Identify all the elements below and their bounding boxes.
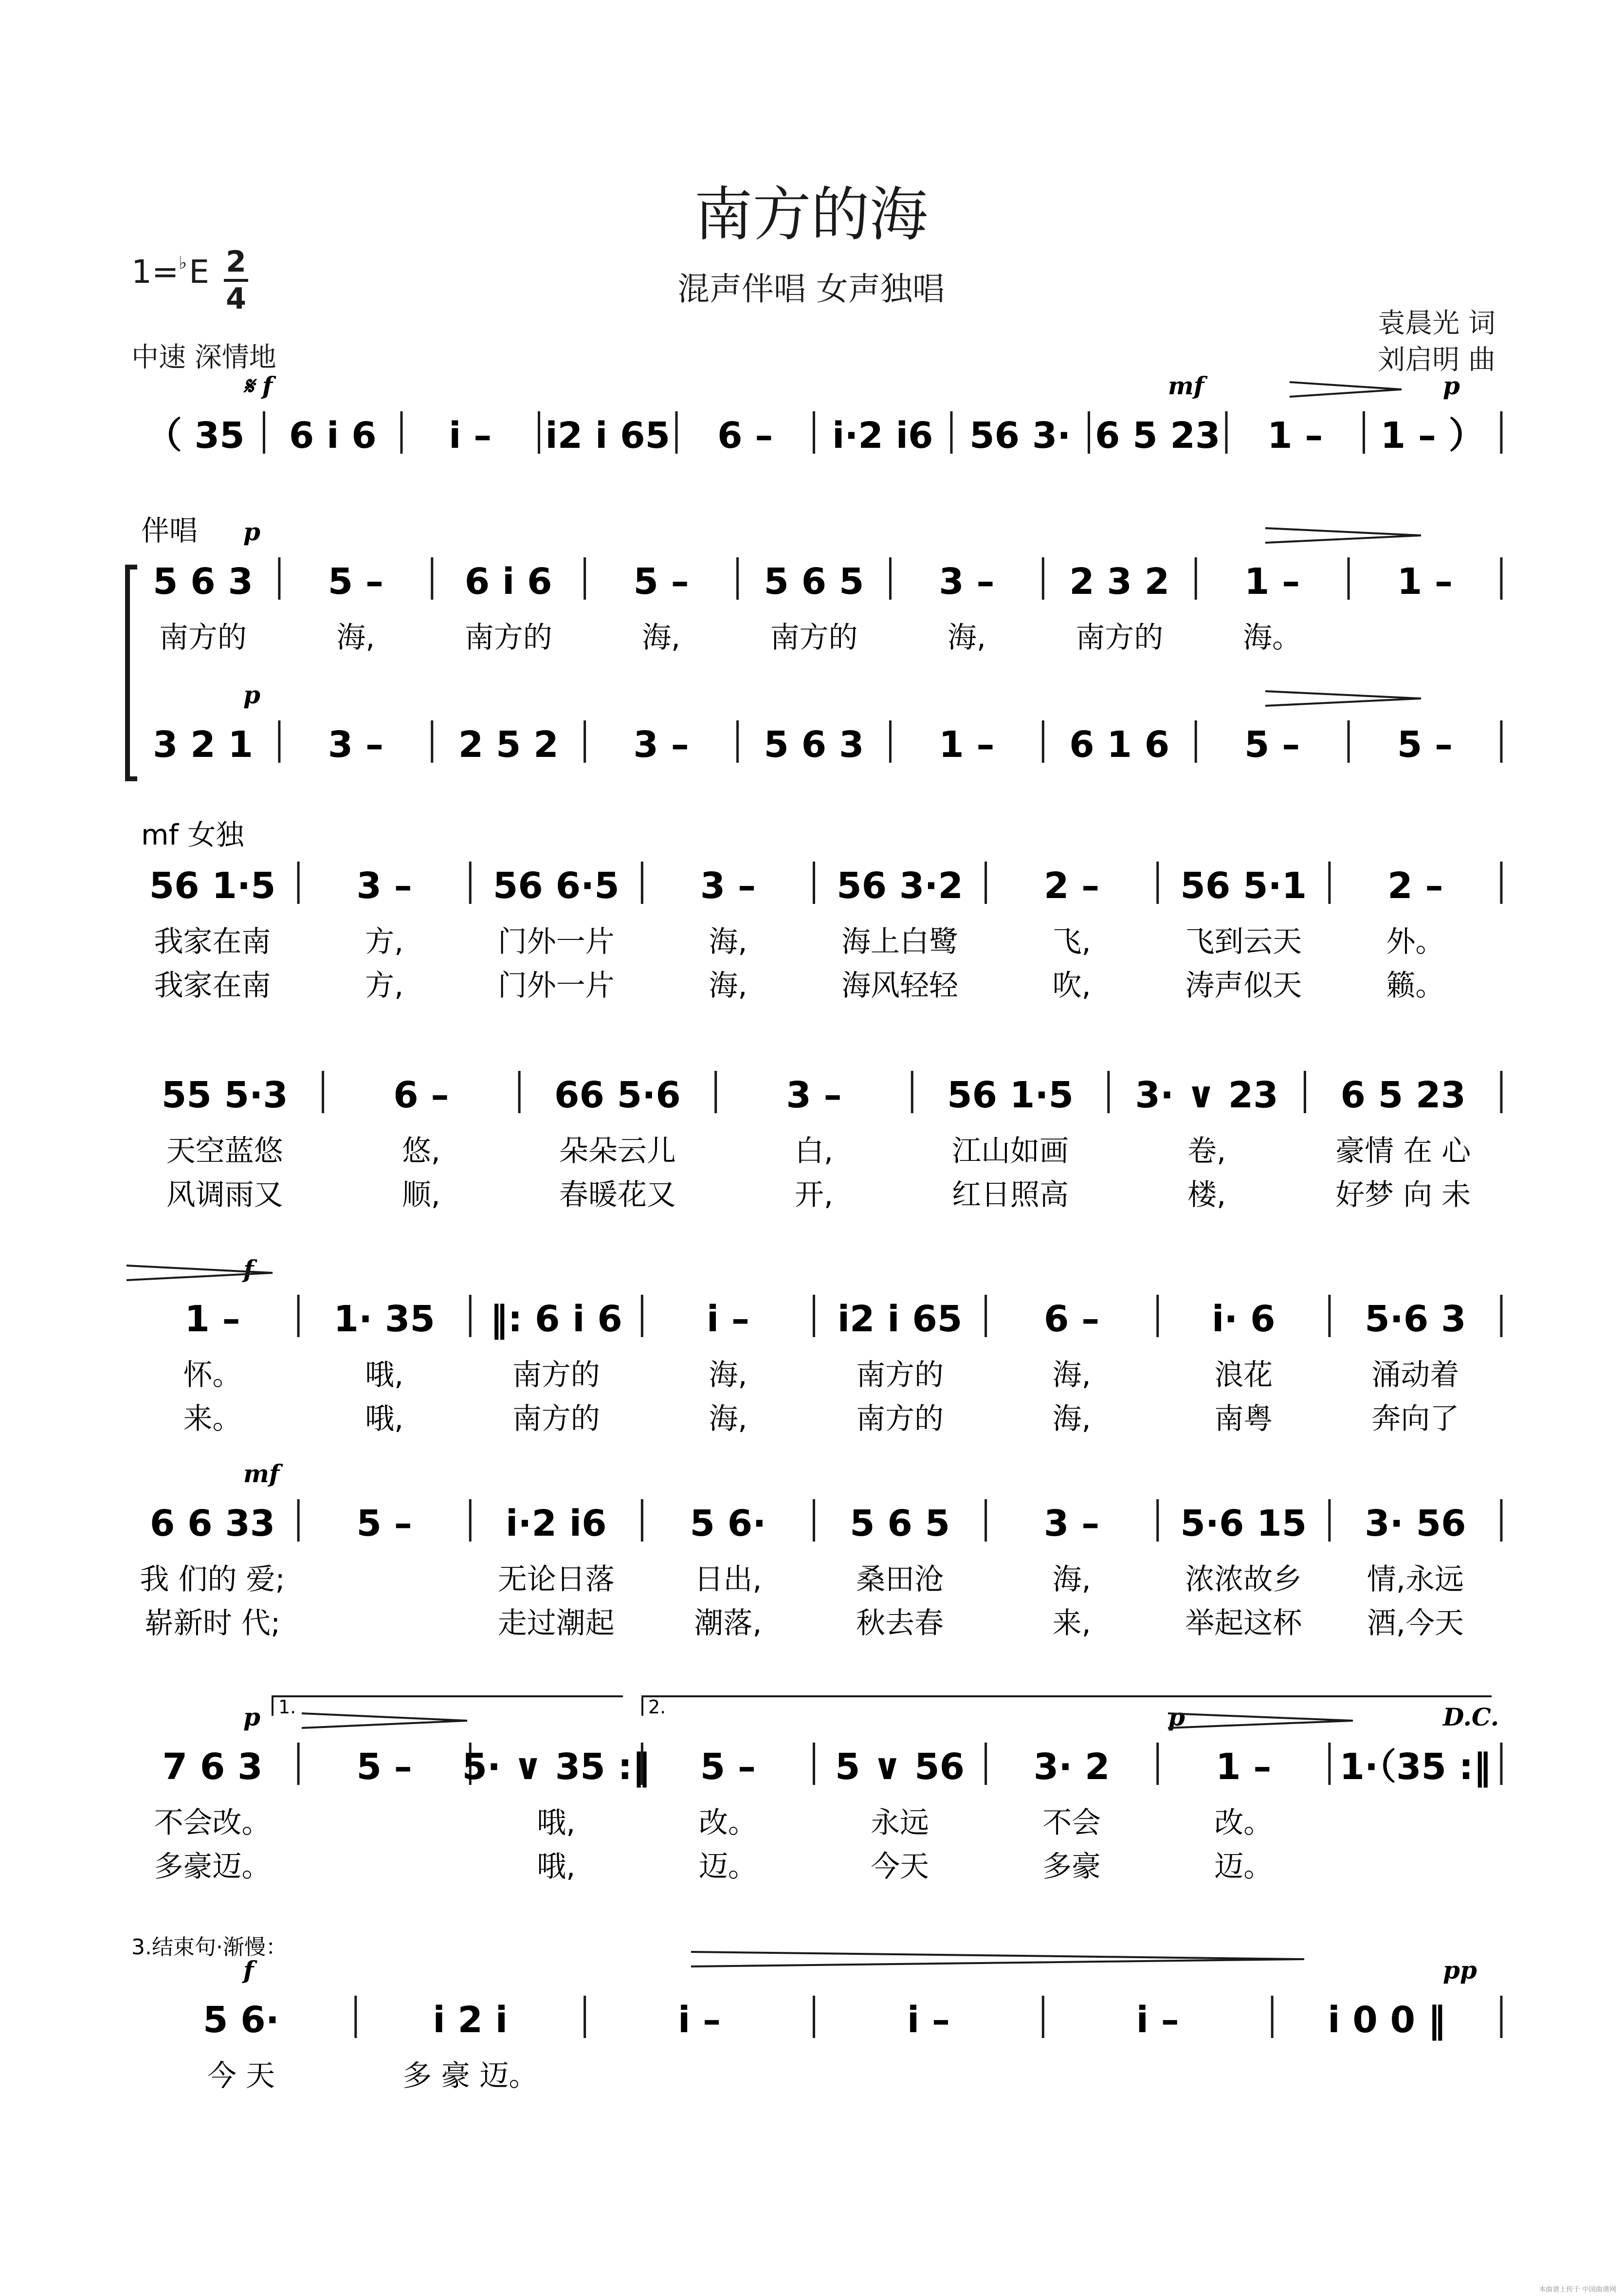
lyric-syllable: 举起这杯 — [1185, 1606, 1302, 1640]
note-group: 1·（35 :‖ — [1339, 1746, 1492, 1788]
note-group: 1 – — [1216, 1746, 1272, 1788]
note-group: i – — [449, 415, 492, 457]
lyric-syllable: 海上白鹭 — [841, 925, 959, 959]
note-group: 6 – — [393, 1074, 449, 1116]
lyric-syllable: 来, — [1052, 1606, 1091, 1640]
note-group: 5 – — [328, 561, 383, 603]
lyric-syllable: 海, — [1052, 1402, 1091, 1436]
key-note: E — [189, 253, 209, 291]
note-group: 6 – — [717, 415, 773, 457]
lyric-syllable: 风调雨又 — [166, 1178, 283, 1212]
note-group: 2 – — [1387, 865, 1443, 907]
note-group: 2 3 2 — [1069, 561, 1170, 603]
note-group: i· 6 — [1211, 1298, 1276, 1340]
lyric-syllable: 我家在南 — [154, 925, 271, 959]
note-group: 56 5·1 — [1180, 865, 1307, 907]
lyric-syllable: 秋去春 — [856, 1606, 944, 1640]
lyric-syllable: 哦, — [537, 1806, 576, 1840]
note-group: 6 5 23 — [1340, 1074, 1466, 1116]
lyric-syllable: 改。 — [698, 1806, 757, 1840]
lyric-syllable: 江山如画 — [952, 1134, 1069, 1168]
lyric-syllable: 春暖花又 — [559, 1178, 676, 1212]
dynamic-mark: f — [243, 1956, 254, 1984]
note-group: i·2 i6 — [506, 1503, 607, 1544]
part-label: 伴唱 — [141, 514, 198, 547]
note-group: 2 5 2 — [458, 724, 559, 766]
lyric-syllable: 白, — [794, 1134, 834, 1168]
lyric-syllable: 哦, — [365, 1402, 404, 1436]
lyric-syllable: 海风轻轻 — [841, 969, 959, 1003]
lyric-syllable: 门外一片 — [497, 925, 615, 959]
note-group: 5·6 15 — [1180, 1503, 1307, 1544]
note-group: 3· 56 — [1365, 1503, 1466, 1544]
note-group: 3 – — [786, 1074, 842, 1116]
note-group: 5·6 3 — [1365, 1298, 1466, 1340]
note-group: 6 5 23 — [1095, 415, 1221, 457]
lyric-syllable: 多豪 — [1042, 1850, 1101, 1884]
lyric-syllable: 方, — [365, 969, 404, 1003]
note-group: 6 i 6 — [464, 561, 552, 603]
note-group: 56 1·5 — [947, 1074, 1074, 1116]
lyric-syllable: 酒,今天 — [1367, 1606, 1464, 1640]
note-group: 5 6 3 — [764, 724, 864, 766]
note-group: i·2 i6 — [832, 415, 933, 457]
lyric-syllable: 多 豪 迈。 — [402, 2059, 538, 2093]
volta-number: 1. — [278, 1696, 296, 1718]
lyric-syllable: 不会改。 — [154, 1806, 271, 1840]
score-title: 南方的海 — [694, 181, 928, 249]
lyric-syllable: 悠, — [401, 1134, 440, 1168]
lyric-syllable: 海, — [642, 621, 681, 655]
lyric-syllable: 来。 — [183, 1402, 242, 1436]
note-group: 5· ∨ 35 :‖ — [462, 1746, 651, 1788]
lyric-syllable: 海, — [947, 621, 986, 655]
note-group: 5 – — [1397, 724, 1453, 766]
note-group: 3 – — [939, 561, 995, 603]
dynamic-mark: pp — [1443, 1956, 1477, 1984]
note-group: 56 3·2 — [837, 865, 963, 907]
note-group: ‖: 6 i 6 — [490, 1298, 622, 1340]
lyric-syllable: 奔向了 — [1371, 1402, 1459, 1436]
note-group: 1 – — [1267, 415, 1323, 457]
lyric-syllable: 海, — [1052, 1358, 1091, 1392]
lyric-syllable: 潮落, — [694, 1606, 762, 1640]
choir-bracket — [128, 567, 137, 779]
lyric-syllable: 海, — [709, 925, 747, 959]
composer-credit: 刘启明 曲 — [1378, 344, 1495, 376]
note-group: 5 – — [700, 1746, 756, 1788]
lyric-syllable: 无论日落 — [497, 1562, 615, 1597]
lyric-syllable: 今 天 — [207, 2059, 275, 2093]
lyric-syllable: 海。 — [1243, 621, 1302, 655]
note-group: 5 6· — [690, 1503, 766, 1544]
note-group: 5 6· — [202, 1999, 279, 2041]
lyric-syllable: 红日照高 — [952, 1178, 1069, 1212]
note-group: 5 – — [633, 561, 689, 603]
note-group: 56 3· — [969, 415, 1071, 457]
lyric-syllable: 日出, — [694, 1562, 762, 1597]
lyric-syllable: 南方的 — [856, 1402, 944, 1436]
dynamic-mark: p — [1168, 1703, 1185, 1731]
note-group: i 2 i — [433, 1999, 508, 2041]
lyric-syllable: 迈。 — [698, 1850, 757, 1884]
lyric-syllable: 改。 — [1214, 1806, 1273, 1840]
note-group: 1 – — [184, 1298, 240, 1340]
dynamic-mark: mf — [1168, 371, 1204, 400]
lyric-syllable: 南粤 — [1214, 1402, 1273, 1436]
lyric-syllable: 我家在南 — [154, 969, 271, 1003]
note-group: 5 ∨ 56 — [835, 1746, 965, 1788]
lyric-syllable: 门外一片 — [497, 969, 615, 1003]
note-group: 1· 35 — [333, 1298, 435, 1340]
note-group: 6 – — [1044, 1298, 1100, 1340]
footer-watermark: 本曲谱上传于 中国曲谱网 — [1539, 2286, 1616, 2294]
note-group: 1 – — [1244, 561, 1300, 603]
lyric-syllable: 南方的 — [464, 621, 552, 655]
lyric-syllable: 南方的 — [770, 621, 858, 655]
note-group: i – — [678, 1999, 721, 2041]
note-group: 5 6 5 — [764, 561, 864, 603]
note-group: 6 6 33 — [149, 1503, 275, 1544]
note-group: 5 – — [356, 1503, 412, 1544]
lyric-syllable: 飞到云天 — [1185, 925, 1302, 959]
time-signature-top: 2 — [226, 245, 246, 279]
note-group: 3 – — [1044, 1503, 1100, 1544]
lyric-syllable: 朵朵云儿 — [559, 1134, 676, 1168]
lyric-syllable: 南方的 — [159, 621, 247, 655]
note-group: 1 – — [1397, 561, 1453, 603]
note-group: 56 1·5 — [149, 865, 276, 907]
note-group: 5 6 5 — [850, 1503, 950, 1544]
note-group: 5 6 3 — [152, 561, 253, 603]
note-group: 3 2 1 — [152, 724, 253, 766]
lyric-syllable: 哦, — [537, 1850, 576, 1884]
tempo-marking: 中速 深情地 — [131, 342, 276, 373]
note-group: 3· 2 — [1033, 1746, 1110, 1788]
score-subtitle: 混声伴唱 女声独唱 — [677, 270, 945, 308]
lyric-syllable: 走过潮起 — [497, 1606, 615, 1640]
lyric-syllable: 多豪迈。 — [154, 1850, 271, 1884]
note-group: 5 – — [356, 1746, 412, 1788]
lyric-syllable: 永远 — [871, 1806, 929, 1840]
volta-bracket — [642, 1696, 1492, 1716]
decrescendo-hairpin — [1265, 691, 1421, 706]
note-group: i2 i 65 — [545, 415, 671, 457]
note-group: i – — [907, 1999, 950, 2041]
lyric-syllable: 不会 — [1042, 1806, 1101, 1840]
note-group: i – — [1136, 1999, 1179, 2041]
dynamic-mark: D.C. — [1443, 1703, 1499, 1731]
dynamic-mark: p — [243, 517, 260, 546]
note-group: 55 5·3 — [161, 1074, 288, 1116]
note-group: 7 6 3 — [162, 1746, 263, 1788]
note-group: （ 35 — [146, 415, 245, 457]
lyric-syllable: 好梦 向 未 — [1335, 1178, 1471, 1212]
lyric-syllable: 方, — [365, 925, 404, 959]
note-group: 3 – — [328, 724, 383, 766]
lyric-syllable: 吹, — [1052, 969, 1091, 1003]
note-group: 3 – — [356, 865, 412, 907]
flat-sign: ♭ — [179, 253, 187, 273]
dynamic-mark: p — [1443, 371, 1460, 400]
lyricist-credit: 袁晨光 词 — [1378, 308, 1495, 339]
lyric-syllable: 海, — [709, 969, 747, 1003]
note-group: 1 – — [939, 724, 995, 766]
note-group: 3 – — [633, 724, 689, 766]
lyric-syllable: 卷, — [1187, 1134, 1226, 1168]
decrescendo-hairpin — [1265, 528, 1421, 543]
lyric-syllable: 海, — [709, 1358, 747, 1392]
note-group: 5 – — [1244, 724, 1300, 766]
lyric-syllable: 涛声似天 — [1185, 969, 1302, 1003]
dynamic-mark: p — [243, 1703, 260, 1731]
key-prefix: 1= — [131, 253, 179, 291]
note-group: 56 6·5 — [492, 865, 620, 907]
dynamic-mark: 𝄋 f — [243, 371, 273, 400]
dynamic-mark: p — [243, 680, 260, 709]
lyric-syllable: 海, — [709, 1402, 747, 1436]
ending-label: 3.结束句·渐慢： — [131, 1935, 287, 1960]
volta-bracket — [273, 1696, 623, 1716]
lyric-syllable: 涌动着 — [1371, 1358, 1459, 1392]
lyric-syllable: 天空蓝悠 — [166, 1134, 283, 1168]
note-group: i2 i 65 — [837, 1298, 963, 1340]
note-group: 2 – — [1044, 865, 1100, 907]
decrescendo-hairpin — [691, 1952, 1304, 1966]
lyric-syllable: 飞, — [1052, 925, 1091, 959]
note-group: 6 i 6 — [289, 415, 377, 457]
lyric-syllable: 南方的 — [512, 1402, 600, 1436]
lyric-syllable: 楼, — [1187, 1178, 1226, 1212]
lyric-syllable: 籁。 — [1386, 969, 1445, 1003]
lyric-syllable: 我 们的 爱; — [140, 1562, 285, 1597]
note-group: i – — [706, 1298, 750, 1340]
note-group: 1 – ） — [1380, 415, 1485, 457]
decrescendo-hairpin — [1168, 1713, 1353, 1728]
note-group: 66 5·6 — [554, 1074, 681, 1116]
lyric-syllable: 南方的 — [856, 1358, 944, 1392]
lyric-syllable: 南方的 — [512, 1358, 600, 1392]
lyric-syllable: 顺, — [401, 1178, 440, 1212]
lyric-syllable: 开, — [794, 1178, 834, 1212]
lyric-syllable: 豪情 在 心 — [1335, 1134, 1471, 1168]
volta-number: 2. — [648, 1696, 666, 1718]
lyric-syllable: 崭新时 代; — [144, 1606, 281, 1640]
note-group: 6 1 6 — [1069, 724, 1170, 766]
lyric-syllable: 浪花 — [1214, 1358, 1273, 1392]
lyric-syllable: 外。 — [1386, 925, 1445, 959]
part-label: mf 女独 — [141, 818, 244, 851]
lyric-syllable: 情,永远 — [1367, 1562, 1464, 1597]
lyric-syllable: 浓浓故乡 — [1185, 1562, 1302, 1597]
time-signature-bottom: 4 — [226, 282, 246, 316]
lyric-syllable: 南方的 — [1075, 621, 1164, 655]
lyric-syllable: 桑田沧 — [856, 1562, 944, 1597]
decrescendo-hairpin — [302, 1713, 467, 1728]
lyric-syllable: 迈。 — [1214, 1850, 1273, 1884]
note-group: i 0 0 ‖ — [1328, 1999, 1446, 2041]
note-group: 3· ∨ 23 — [1135, 1074, 1278, 1116]
lyric-syllable: 海, — [1052, 1562, 1091, 1597]
lyric-syllable: 今天 — [871, 1850, 929, 1884]
dynamic-mark: f — [243, 1255, 254, 1284]
decrescendo-hairpin — [1290, 382, 1402, 397]
note-group: 3 – — [700, 865, 756, 907]
dynamic-mark: mf — [243, 1459, 280, 1488]
lyric-syllable: 海, — [336, 621, 375, 655]
lyric-syllable: 怀。 — [183, 1358, 242, 1392]
lyric-syllable: 哦, — [365, 1358, 404, 1392]
